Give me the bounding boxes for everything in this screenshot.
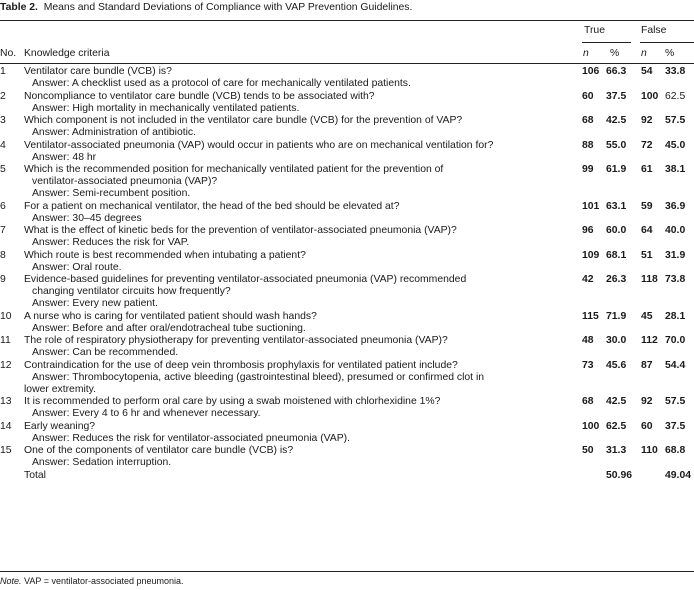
true-pct-value: 42.5 — [606, 396, 627, 407]
true-n-value: 73 — [582, 359, 594, 371]
answer-text: lower extremity. — [24, 383, 96, 395]
true-n-value: 100 — [582, 420, 600, 432]
note-text: VAP = ventilator-associated pneumonia. — [21, 576, 184, 586]
caption-label: Table 2. — [0, 2, 38, 13]
true-pct-value: 61.9 — [606, 164, 627, 175]
false-n-value: 45 — [641, 310, 653, 322]
row-criteria — [24, 396, 576, 420]
question-text: Early weaning? — [24, 420, 96, 432]
true-pct-value: 42.5 — [606, 115, 627, 126]
question-text: Ventilator-associated pneumonia (VAP) would occur in patients who are on mechanical ventilation for? — [24, 139, 494, 151]
answer-text: Answer: Reduces the risk for VAP. — [32, 237, 190, 248]
false-pct-value: 31.9 — [665, 249, 686, 261]
true-pct-value: 60.0 — [606, 225, 627, 236]
header-true-pct: % — [610, 48, 620, 59]
false-n-value: 87 — [641, 359, 653, 371]
header-false-pct: % — [665, 48, 675, 59]
bottom-rule — [0, 571, 694, 572]
false-pct-value: 45.0 — [665, 139, 686, 151]
question-text: A nurse who is caring for ventilated patient should wash hands? — [24, 310, 317, 322]
total-false-pct: 49.04 — [665, 469, 692, 481]
header-true-n: n — [583, 48, 589, 59]
row-number: 9 — [0, 274, 6, 285]
false-n-value: 61 — [641, 164, 653, 175]
row-criteria — [24, 360, 576, 396]
answer-text: Answer: Reduces the risk for ventilator-associated pneumonia (VAP). — [32, 432, 351, 444]
false-n-value: 72 — [641, 139, 653, 151]
header-criteria: Knowledge criteria — [24, 48, 110, 59]
true-n-value: 101 — [582, 200, 600, 212]
question-text: Contraindication for the use of deep vein thrombosis prophylaxis for ventilated patient include? — [24, 359, 458, 371]
question-text: Ventilator care bundle (VCB) is? — [24, 66, 172, 77]
row-criteria — [24, 335, 576, 359]
false-n-value: 110 — [641, 445, 658, 456]
question-text: The role of respiratory physiotherapy for preventing ventilator-associated pneumonia (VAP)? — [24, 335, 448, 346]
question-text: What is the effect of kinetic beds for the prevention of ventilator-associated pneumonia (VAP)? — [24, 225, 457, 236]
false-n-value: 112 — [641, 335, 658, 346]
question-text: Noncompliance to ventilator care bundle (VCB) tends to be associated with? — [24, 90, 375, 102]
row-number: 12 — [0, 359, 12, 371]
answer-text: Answer: High mortality in mechanically ventilated patients. — [32, 102, 300, 114]
row-criteria — [24, 201, 576, 225]
row-number: 6 — [0, 200, 6, 212]
answer-text: Answer: Every 4 to 6 hr and whenever necessary. — [32, 408, 261, 419]
true-n-value: 68 — [582, 115, 594, 126]
false-pct-value: 54.4 — [665, 359, 686, 371]
answer-text: Answer: Thrombocytopenia, active bleeding (gastrointestinal bleed), presumed or confirmed clot in — [32, 371, 485, 383]
true-pct-value: 66.3 — [606, 66, 627, 77]
row-number: 13 — [0, 396, 12, 407]
question-text: ventilator-associated pneumonia (VAP)? — [32, 176, 218, 187]
row-number: 8 — [0, 249, 6, 261]
row-criteria — [24, 250, 576, 274]
row-number: 5 — [0, 164, 6, 175]
answer-text: Answer: 30–45 degrees — [32, 212, 142, 224]
header-no: No. — [0, 48, 17, 59]
question-text: Evidence-based guidelines for preventing ventilator-associated pneumonia (VAP) recommended — [24, 274, 467, 285]
true-pct-value: 68.1 — [606, 249, 627, 261]
question-text: Which is the recommended position for mechanically ventilated patient for the prevention of — [24, 164, 444, 175]
false-pct-value: 68.8 — [665, 445, 686, 456]
false-n-value: 59 — [641, 200, 653, 212]
true-pct-value: 63.1 — [606, 200, 627, 212]
table-caption — [0, 2, 412, 13]
question-text: It is recommended to perform oral care by using a swab moistened with chlorhexidine 1%? — [24, 396, 441, 407]
false-n-value: 51 — [641, 249, 653, 261]
answer-text: Answer: Oral route. — [32, 261, 122, 273]
answer-text: Answer: Sedation interruption. — [32, 457, 172, 468]
true-n-value: 109 — [582, 249, 600, 261]
false-pct-value: 73.8 — [665, 274, 686, 285]
false-pct-value: 28.1 — [665, 310, 686, 322]
false-n-value: 118 — [641, 274, 658, 285]
header-true-group: True — [584, 25, 605, 36]
false-pct-value: 33.8 — [665, 66, 686, 77]
true-pct-value: 55.0 — [606, 139, 627, 151]
false-pct-value: 40.0 — [665, 225, 686, 236]
row-criteria — [24, 421, 576, 445]
true-n-value: 115 — [582, 310, 599, 322]
answer-text: Answer: Can be recommended. — [32, 347, 179, 358]
true-pct-value: 62.5 — [606, 420, 627, 432]
true-n-value: 48 — [582, 335, 594, 346]
note-label: Note. — [0, 576, 22, 586]
true-pct-value: 45.6 — [606, 359, 627, 371]
false-pct-value: 57.5 — [665, 115, 686, 126]
false-n-value: 64 — [641, 225, 653, 236]
true-pct-value: 26.3 — [606, 274, 627, 285]
true-n-value: 68 — [582, 396, 594, 407]
top-rule — [0, 20, 694, 21]
false-pct-value: 37.5 — [665, 420, 686, 432]
answer-text: Answer: Administration of antibiotic. — [32, 127, 197, 138]
true-pct-value: 30.0 — [606, 335, 627, 346]
row-criteria — [24, 91, 576, 115]
true-pct-value: 71.9 — [606, 310, 627, 322]
question-text: changing ventilator circuits how frequently? — [32, 286, 231, 297]
table-note — [0, 576, 184, 586]
total-label: Total — [24, 469, 46, 481]
question-text: Which route is best recommended when intubating a patient? — [24, 249, 306, 261]
true-group-rule — [582, 42, 631, 43]
row-criteria — [24, 66, 576, 90]
total-true-pct: 50.96 — [606, 469, 633, 481]
true-n-value: 106 — [582, 66, 600, 77]
row-number: 10 — [0, 310, 12, 322]
answer-text: Answer: A checklist used as a protocol of care for mechanically ventilated patients. — [32, 78, 411, 89]
false-pct-value: 36.9 — [665, 200, 686, 212]
false-pct-value: 38.1 — [665, 164, 686, 175]
false-pct-value: 70.0 — [665, 335, 686, 346]
header-rule — [0, 63, 694, 64]
false-pct-value: 57.5 — [665, 396, 686, 407]
false-pct-value: 62.5 — [665, 90, 686, 102]
row-criteria — [24, 445, 576, 469]
row-number: 15 — [0, 445, 12, 456]
row-criteria — [24, 274, 576, 310]
true-n-value: 42 — [582, 274, 594, 285]
true-pct-value: 37.5 — [606, 90, 627, 102]
answer-text: Answer: Every new patient. — [32, 298, 158, 309]
row-number: 1 — [0, 66, 6, 77]
row-number: 2 — [0, 90, 6, 102]
row-criteria — [24, 115, 576, 139]
row-criteria — [24, 140, 576, 164]
false-n-value: 60 — [641, 420, 653, 432]
true-n-value: 99 — [582, 164, 594, 175]
row-criteria — [24, 164, 576, 200]
true-n-value: 96 — [582, 225, 594, 236]
row-number: 14 — [0, 420, 12, 432]
true-n-value: 50 — [582, 445, 594, 456]
row-number: 7 — [0, 225, 6, 236]
true-n-value: 88 — [582, 139, 594, 151]
question-text: One of the components of ventilator care bundle (VCB) is? — [24, 445, 294, 456]
true-pct-value: 31.3 — [606, 445, 627, 456]
question-text: Which component is not included in the ventilator care bundle (VCB) for the prevention of VAP? — [24, 115, 463, 126]
caption-title: Means and Standard Deviations of Compliance with VAP Prevention Guidelines. — [43, 2, 413, 13]
answer-text: Answer: Semi-recumbent position. — [32, 188, 191, 199]
false-group-rule — [640, 42, 694, 43]
row-number: 11 — [0, 335, 11, 346]
false-n-value: 100 — [641, 90, 659, 102]
false-n-value: 92 — [641, 115, 653, 126]
question-text: For a patient on mechanical ventilator, the head of the bed should be elevated at? — [24, 200, 400, 212]
answer-text: Answer: 48 hr — [32, 151, 97, 163]
false-n-value: 92 — [641, 396, 653, 407]
true-n-value: 60 — [582, 90, 594, 102]
row-criteria — [24, 225, 576, 249]
row-number: 4 — [0, 139, 6, 151]
header-false-group: False — [641, 25, 667, 36]
header-false-n: n — [641, 48, 647, 59]
row-number: 3 — [0, 115, 6, 126]
false-n-value: 54 — [641, 66, 653, 77]
answer-text: Answer: Before and after oral/endotracheal tube suctioning. — [32, 322, 306, 334]
row-criteria — [24, 311, 576, 335]
